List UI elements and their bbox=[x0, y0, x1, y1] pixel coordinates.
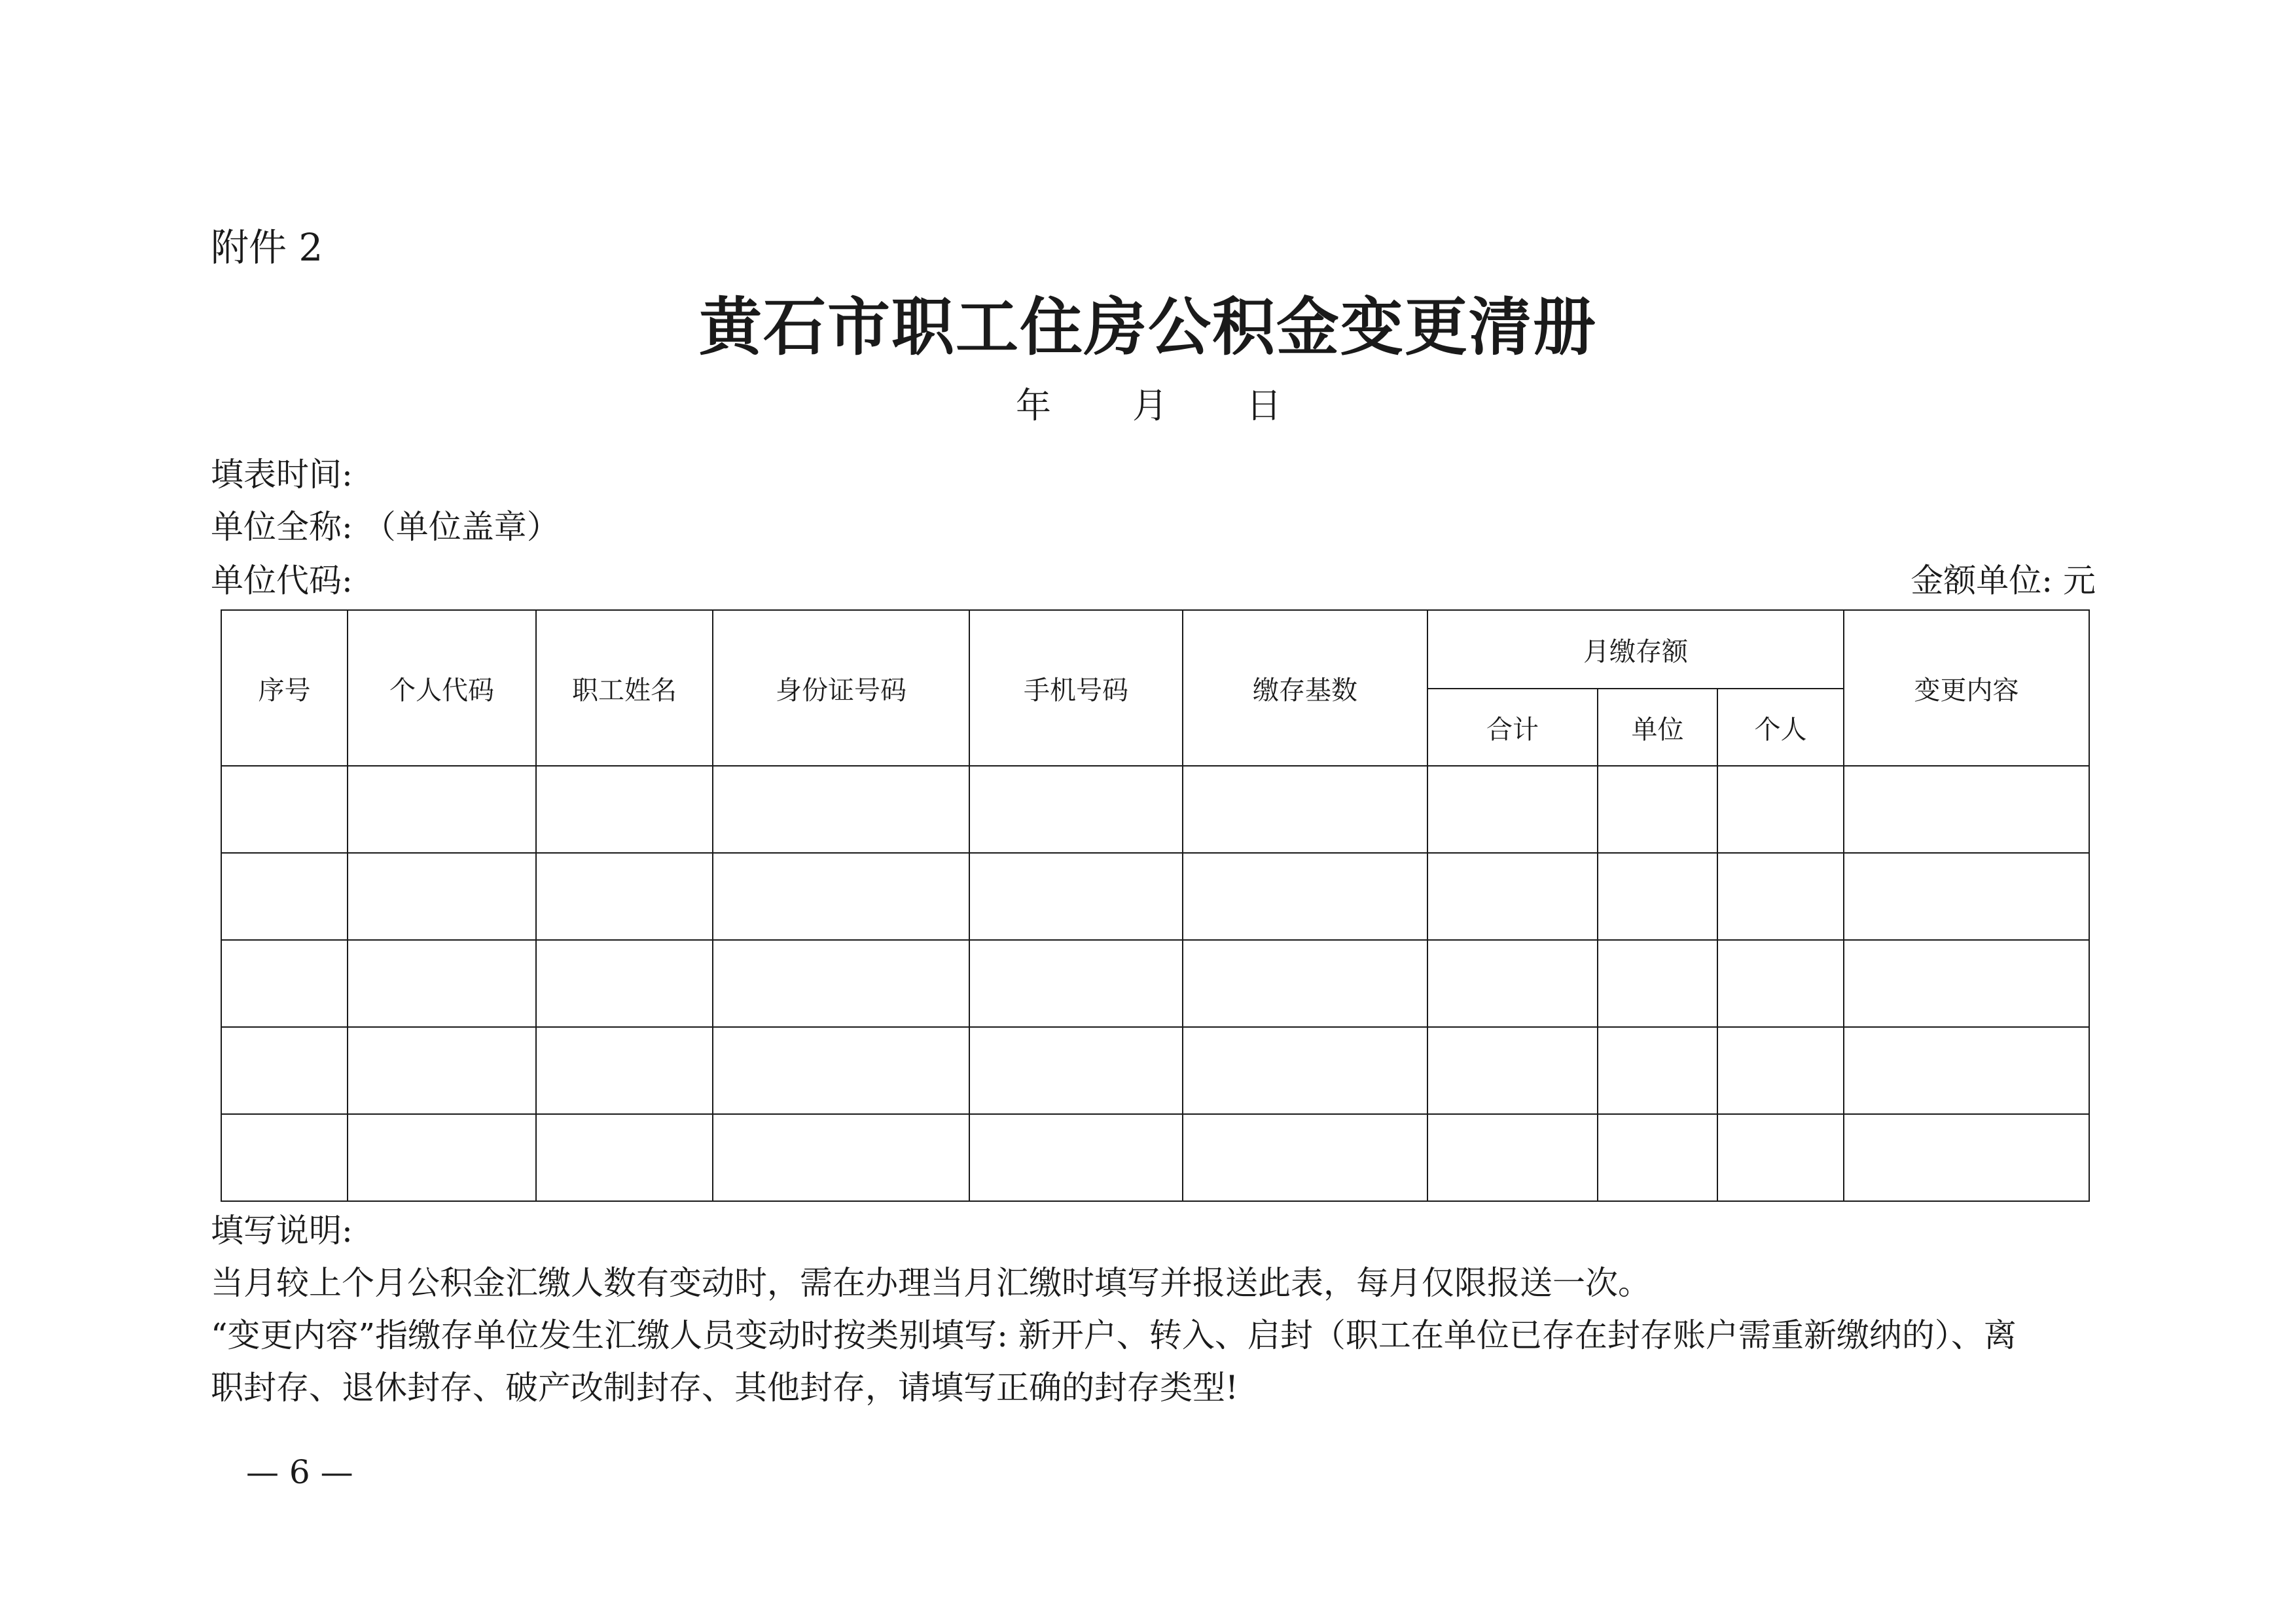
instructions-line-2: “变更内容”指缴存单位发生汇缴人员变动时按类别填写: 新开户、转入、启封（职工在单位已存在封存账户需重新缴纳的）、离 bbox=[211, 1316, 2017, 1354]
table-cell[interactable] bbox=[536, 940, 713, 1027]
table-cell[interactable] bbox=[1844, 940, 2089, 1027]
table-cell[interactable] bbox=[1427, 1114, 1598, 1201]
table-cell[interactable] bbox=[969, 940, 1183, 1027]
attachment-label: 附件 2 bbox=[211, 225, 323, 270]
amount-unit-label: 金额单位: 元 bbox=[1910, 562, 2096, 600]
table-row bbox=[221, 940, 2089, 1027]
page-number: — 6 — bbox=[246, 1453, 353, 1491]
table-cell[interactable] bbox=[1717, 766, 1844, 853]
header-seq: 序号 bbox=[221, 610, 348, 766]
table-cell[interactable] bbox=[713, 1027, 969, 1114]
header-personal-code: 个人代码 bbox=[348, 610, 536, 766]
table-cell[interactable] bbox=[713, 766, 969, 853]
instructions-line-3: 职封存、退休封存、破产改制封存、其他封存，请填写正确的封存类型! bbox=[211, 1369, 1239, 1407]
form-title: 黄石市职工住房公积金变更清册 bbox=[699, 290, 1597, 364]
table-cell[interactable] bbox=[536, 1114, 713, 1201]
change-register-table bbox=[221, 609, 2090, 1202]
instructions-heading: 填写说明: bbox=[211, 1212, 353, 1250]
table-cell[interactable] bbox=[969, 1027, 1183, 1114]
table-cell[interactable] bbox=[1844, 1027, 2089, 1114]
table-cell[interactable] bbox=[536, 766, 713, 853]
table-cell[interactable] bbox=[1427, 766, 1598, 853]
table-cell[interactable] bbox=[969, 853, 1183, 940]
table-cell[interactable] bbox=[348, 766, 536, 853]
table-cell[interactable] bbox=[969, 1114, 1183, 1201]
table-row bbox=[221, 1114, 2089, 1201]
table-cell[interactable] bbox=[1598, 1114, 1717, 1201]
table-cell[interactable] bbox=[221, 1114, 348, 1201]
table-header-row bbox=[221, 610, 2089, 689]
table-row bbox=[221, 1027, 2089, 1114]
table-cell[interactable] bbox=[348, 940, 536, 1027]
header-change-content: 变更内容 bbox=[1844, 610, 2089, 766]
table-cell[interactable] bbox=[713, 853, 969, 940]
table-cell[interactable] bbox=[1844, 1114, 2089, 1201]
header-unit: 单位 bbox=[1598, 689, 1717, 766]
date-day: 日 bbox=[1246, 385, 1282, 426]
table-cell[interactable] bbox=[221, 853, 348, 940]
table-cell[interactable] bbox=[1717, 1114, 1844, 1201]
table-cell[interactable] bbox=[1844, 853, 2089, 940]
table-cell[interactable] bbox=[221, 1027, 348, 1114]
unit-name-label: 单位全称: （单位盖章） bbox=[211, 508, 560, 546]
table-cell[interactable] bbox=[221, 940, 348, 1027]
table-cell[interactable] bbox=[1183, 766, 1427, 853]
table-cell[interactable] bbox=[1427, 853, 1598, 940]
table-cell[interactable] bbox=[1717, 940, 1844, 1027]
table-cell[interactable] bbox=[1183, 853, 1427, 940]
table-cell[interactable] bbox=[348, 1027, 536, 1114]
table-cell[interactable] bbox=[1598, 766, 1717, 853]
date-month: 月 bbox=[1132, 385, 1168, 426]
table-cell[interactable] bbox=[969, 766, 1183, 853]
table-cell[interactable] bbox=[1183, 940, 1427, 1027]
header-total: 合计 bbox=[1427, 689, 1598, 766]
table-row bbox=[221, 853, 2089, 940]
table-cell[interactable] bbox=[348, 853, 536, 940]
table-cell[interactable] bbox=[1598, 1027, 1717, 1114]
table-cell[interactable] bbox=[1717, 1027, 1844, 1114]
table-cell[interactable] bbox=[536, 1027, 713, 1114]
header-mobile: 手机号码 bbox=[969, 610, 1183, 766]
table-row bbox=[221, 766, 2089, 853]
table-cell[interactable] bbox=[536, 853, 713, 940]
header-personal: 个人 bbox=[1717, 689, 1844, 766]
fill-time-label: 填表时间: bbox=[211, 456, 353, 494]
header-monthly-deposit: 月缴存额 bbox=[1427, 610, 1844, 689]
header-deposit-base: 缴存基数 bbox=[1183, 610, 1427, 766]
table-cell[interactable] bbox=[1183, 1027, 1427, 1114]
header-employee-name: 职工姓名 bbox=[536, 610, 713, 766]
unit-code-label: 单位代码: bbox=[211, 562, 353, 600]
table-cell[interactable] bbox=[1427, 1027, 1598, 1114]
instructions-line-1: 当月较上个月公积金汇缴人数有变动时，需在办理当月汇缴时填写并报送此表，每月仅限报送一次。 bbox=[211, 1264, 1651, 1302]
table-cell[interactable] bbox=[713, 940, 969, 1027]
table-cell[interactable] bbox=[1427, 940, 1598, 1027]
table-cell[interactable] bbox=[1717, 853, 1844, 940]
table-cell[interactable] bbox=[348, 1114, 536, 1201]
header-id-number: 身份证号码 bbox=[713, 610, 969, 766]
table-cell[interactable] bbox=[1598, 853, 1717, 940]
table-cell[interactable] bbox=[1844, 766, 2089, 853]
table-cell[interactable] bbox=[1598, 940, 1717, 1027]
table-cell[interactable] bbox=[221, 766, 348, 853]
date-year: 年 bbox=[1016, 385, 1051, 426]
table-cell[interactable] bbox=[1183, 1114, 1427, 1201]
table-cell[interactable] bbox=[713, 1114, 969, 1201]
